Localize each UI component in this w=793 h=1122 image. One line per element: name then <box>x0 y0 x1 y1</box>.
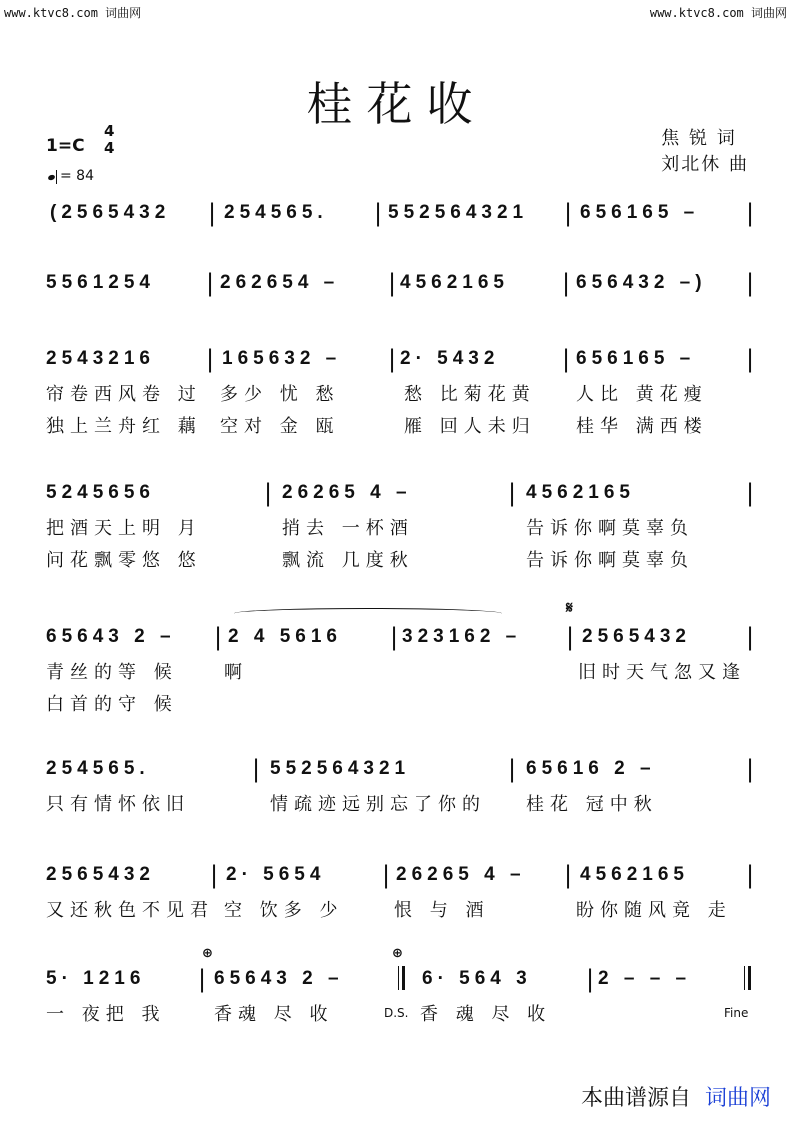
lyric-verse-1: 捎去 一杯酒 <box>282 518 414 539</box>
measure: 26265 4 – <box>282 482 412 503</box>
barline: | <box>382 861 391 889</box>
double-barline-thick <box>402 966 405 990</box>
final-barline-thin <box>744 966 745 990</box>
source-footer <box>581 1081 771 1112</box>
barline: | <box>564 199 573 227</box>
barline: | <box>388 345 397 373</box>
barline: | <box>746 861 755 889</box>
credits <box>661 126 749 178</box>
measure: 4562165 <box>526 482 635 503</box>
score-row-2 <box>42 270 762 356</box>
score-row-5 <box>42 598 762 715</box>
final-barline-thick <box>748 966 751 990</box>
lyric-verse-1: 旧时天气忽又逢 <box>578 662 746 683</box>
lyric-verse-2: 桂华 满西楼 <box>576 416 708 437</box>
lyric-verse-1: 多少 忧 愁 <box>220 384 340 405</box>
measure: 165632 – <box>222 348 342 369</box>
measure: 2· 5432 <box>400 348 500 369</box>
measure: 65643 2 – <box>46 626 176 647</box>
barline: | <box>206 345 215 373</box>
lyric-verse-1: 把酒天上明 月 <box>46 518 202 539</box>
quarter-note-icon <box>47 174 55 181</box>
barline: | <box>562 269 571 297</box>
lyric-verse-1: 啊 <box>224 662 248 683</box>
lyric-verse-1: 一 夜把 我 <box>46 1004 166 1025</box>
barline: | <box>562 345 571 373</box>
barline: | <box>746 623 755 651</box>
measure: 2 4 5616 <box>228 626 342 647</box>
tempo-marking <box>48 168 94 184</box>
lyric-verse-1: 香 魂 尽 收 <box>420 1004 552 1025</box>
lyric-verse-2: 独上兰舟红 藕 <box>46 416 202 437</box>
lyric-verse-1: 帘卷西风卷 过 <box>46 384 202 405</box>
barline: | <box>388 269 397 297</box>
lyric-verse-1: 恨 与 酒 <box>394 900 490 921</box>
lyric-verse-1: 愁 比菊花黄 <box>404 384 536 405</box>
barline: | <box>208 199 217 227</box>
measure: 26265 4 – <box>396 864 526 885</box>
time-signature <box>104 123 114 157</box>
barline: | <box>746 755 755 783</box>
score-row-6 <box>42 756 762 842</box>
score-row-3 <box>42 345 762 437</box>
measure: 2 – – – <box>598 968 692 989</box>
lyric-verse-1: 又还秋色不见君 <box>46 900 214 921</box>
barline: | <box>746 269 755 297</box>
measure: 65643 2 – <box>214 968 344 989</box>
barline: | <box>252 755 261 783</box>
lyricist: 焦 锐 词 <box>661 128 737 149</box>
composer: 刘北休 曲 <box>661 154 749 175</box>
segno-sign: 𝄋 <box>566 598 573 617</box>
score-row-8 <box>42 946 762 1052</box>
measure: 5561254 <box>46 272 155 293</box>
song-title: 桂花收 <box>306 77 487 131</box>
watermark-right: www.ktvc8.com 词曲网 <box>649 6 787 20</box>
double-barline-thin <box>398 966 399 990</box>
score-row-4 <box>42 479 762 571</box>
measure: 323162 – <box>402 626 522 647</box>
barline: | <box>210 861 219 889</box>
time-signature-top: 4 <box>104 122 115 140</box>
measure: 2565432 <box>46 864 155 885</box>
measure: 254565. <box>224 202 328 223</box>
measure: 4562165 <box>400 272 509 293</box>
lyric-verse-1: 只有情怀依旧 <box>46 794 190 815</box>
barline: | <box>746 199 755 227</box>
barline: | <box>564 861 573 889</box>
coda-sign: ⊕ <box>202 946 213 961</box>
lyric-verse-1: 空 饮多 少 <box>224 900 344 921</box>
score-row-7 <box>42 862 762 948</box>
lyric-verse-2: 飘流 几度秋 <box>282 550 414 571</box>
measure: 262654 – <box>220 272 340 293</box>
barline: | <box>508 755 517 783</box>
measure: 552564321 <box>388 202 529 223</box>
measure: 656165 – <box>580 202 700 223</box>
lyric-verse-2: 雁 回人未归 <box>404 416 536 437</box>
measure: 2· 5654 <box>226 864 326 885</box>
measure: 2543216 <box>46 348 155 369</box>
measure: 65616 2 – <box>526 758 656 779</box>
lyric-verse-1: 香魂 尽 收 <box>214 1004 334 1025</box>
measure: 5245656 <box>46 482 155 503</box>
measure: 552564321 <box>270 758 411 779</box>
barline: | <box>374 199 383 227</box>
measure: 656165 – <box>576 348 696 369</box>
lyric-verse-1: 桂花 冠中秋 <box>526 794 658 815</box>
key-signature: 1=C <box>46 136 85 156</box>
watermark-left: www.ktvc8.com 词曲网 <box>4 6 142 20</box>
lyric-verse-2: 空对 金 瓯 <box>220 416 340 437</box>
barline: | <box>508 479 517 507</box>
lyric-verse-1: 青丝的等 候 <box>46 662 178 683</box>
barline: | <box>198 965 207 993</box>
footer-prefix: 本曲谱源自 <box>580 1086 691 1111</box>
barline: | <box>390 623 399 651</box>
ds-marking: D.S. <box>384 1006 409 1020</box>
fine-marking: Fine <box>724 1006 749 1020</box>
barline: | <box>566 623 575 651</box>
measure: (2565432 <box>50 202 171 223</box>
lyric-verse-2: 白首的守 候 <box>46 694 178 715</box>
tempo-value: = 84 <box>60 168 94 184</box>
measure: 4562165 <box>580 864 689 885</box>
note-stem <box>56 170 57 184</box>
lyric-verse-1: 人比 黄花瘦 <box>576 384 708 405</box>
measure: 2565432 <box>582 626 691 647</box>
barline: | <box>586 965 595 993</box>
slur-arc <box>234 608 502 619</box>
footer-brand-link[interactable]: 词曲网 <box>704 1086 771 1111</box>
lyric-verse-2: 问花飘零悠 悠 <box>46 550 202 571</box>
time-signature-bottom: 4 <box>104 139 115 157</box>
barline: | <box>214 623 223 651</box>
lyric-verse-1: 告诉你啊莫辜负 <box>526 518 694 539</box>
measure: 5· 1216 <box>46 968 146 989</box>
measure: 656432 –) <box>576 272 707 293</box>
measure: 6· 564 3 <box>422 968 532 989</box>
barline: | <box>746 345 755 373</box>
barline: | <box>206 269 215 297</box>
lyric-verse-1: 盼你随风竟 走 <box>576 900 732 921</box>
barline: | <box>264 479 273 507</box>
lyric-verse-2: 告诉你啊莫辜负 <box>526 550 694 571</box>
lyric-verse-1: 情疏迹远别忘了你的 <box>270 794 486 815</box>
measure: 254565. <box>46 758 150 779</box>
coda-sign: ⊕ <box>392 946 403 961</box>
barline: | <box>746 479 755 507</box>
